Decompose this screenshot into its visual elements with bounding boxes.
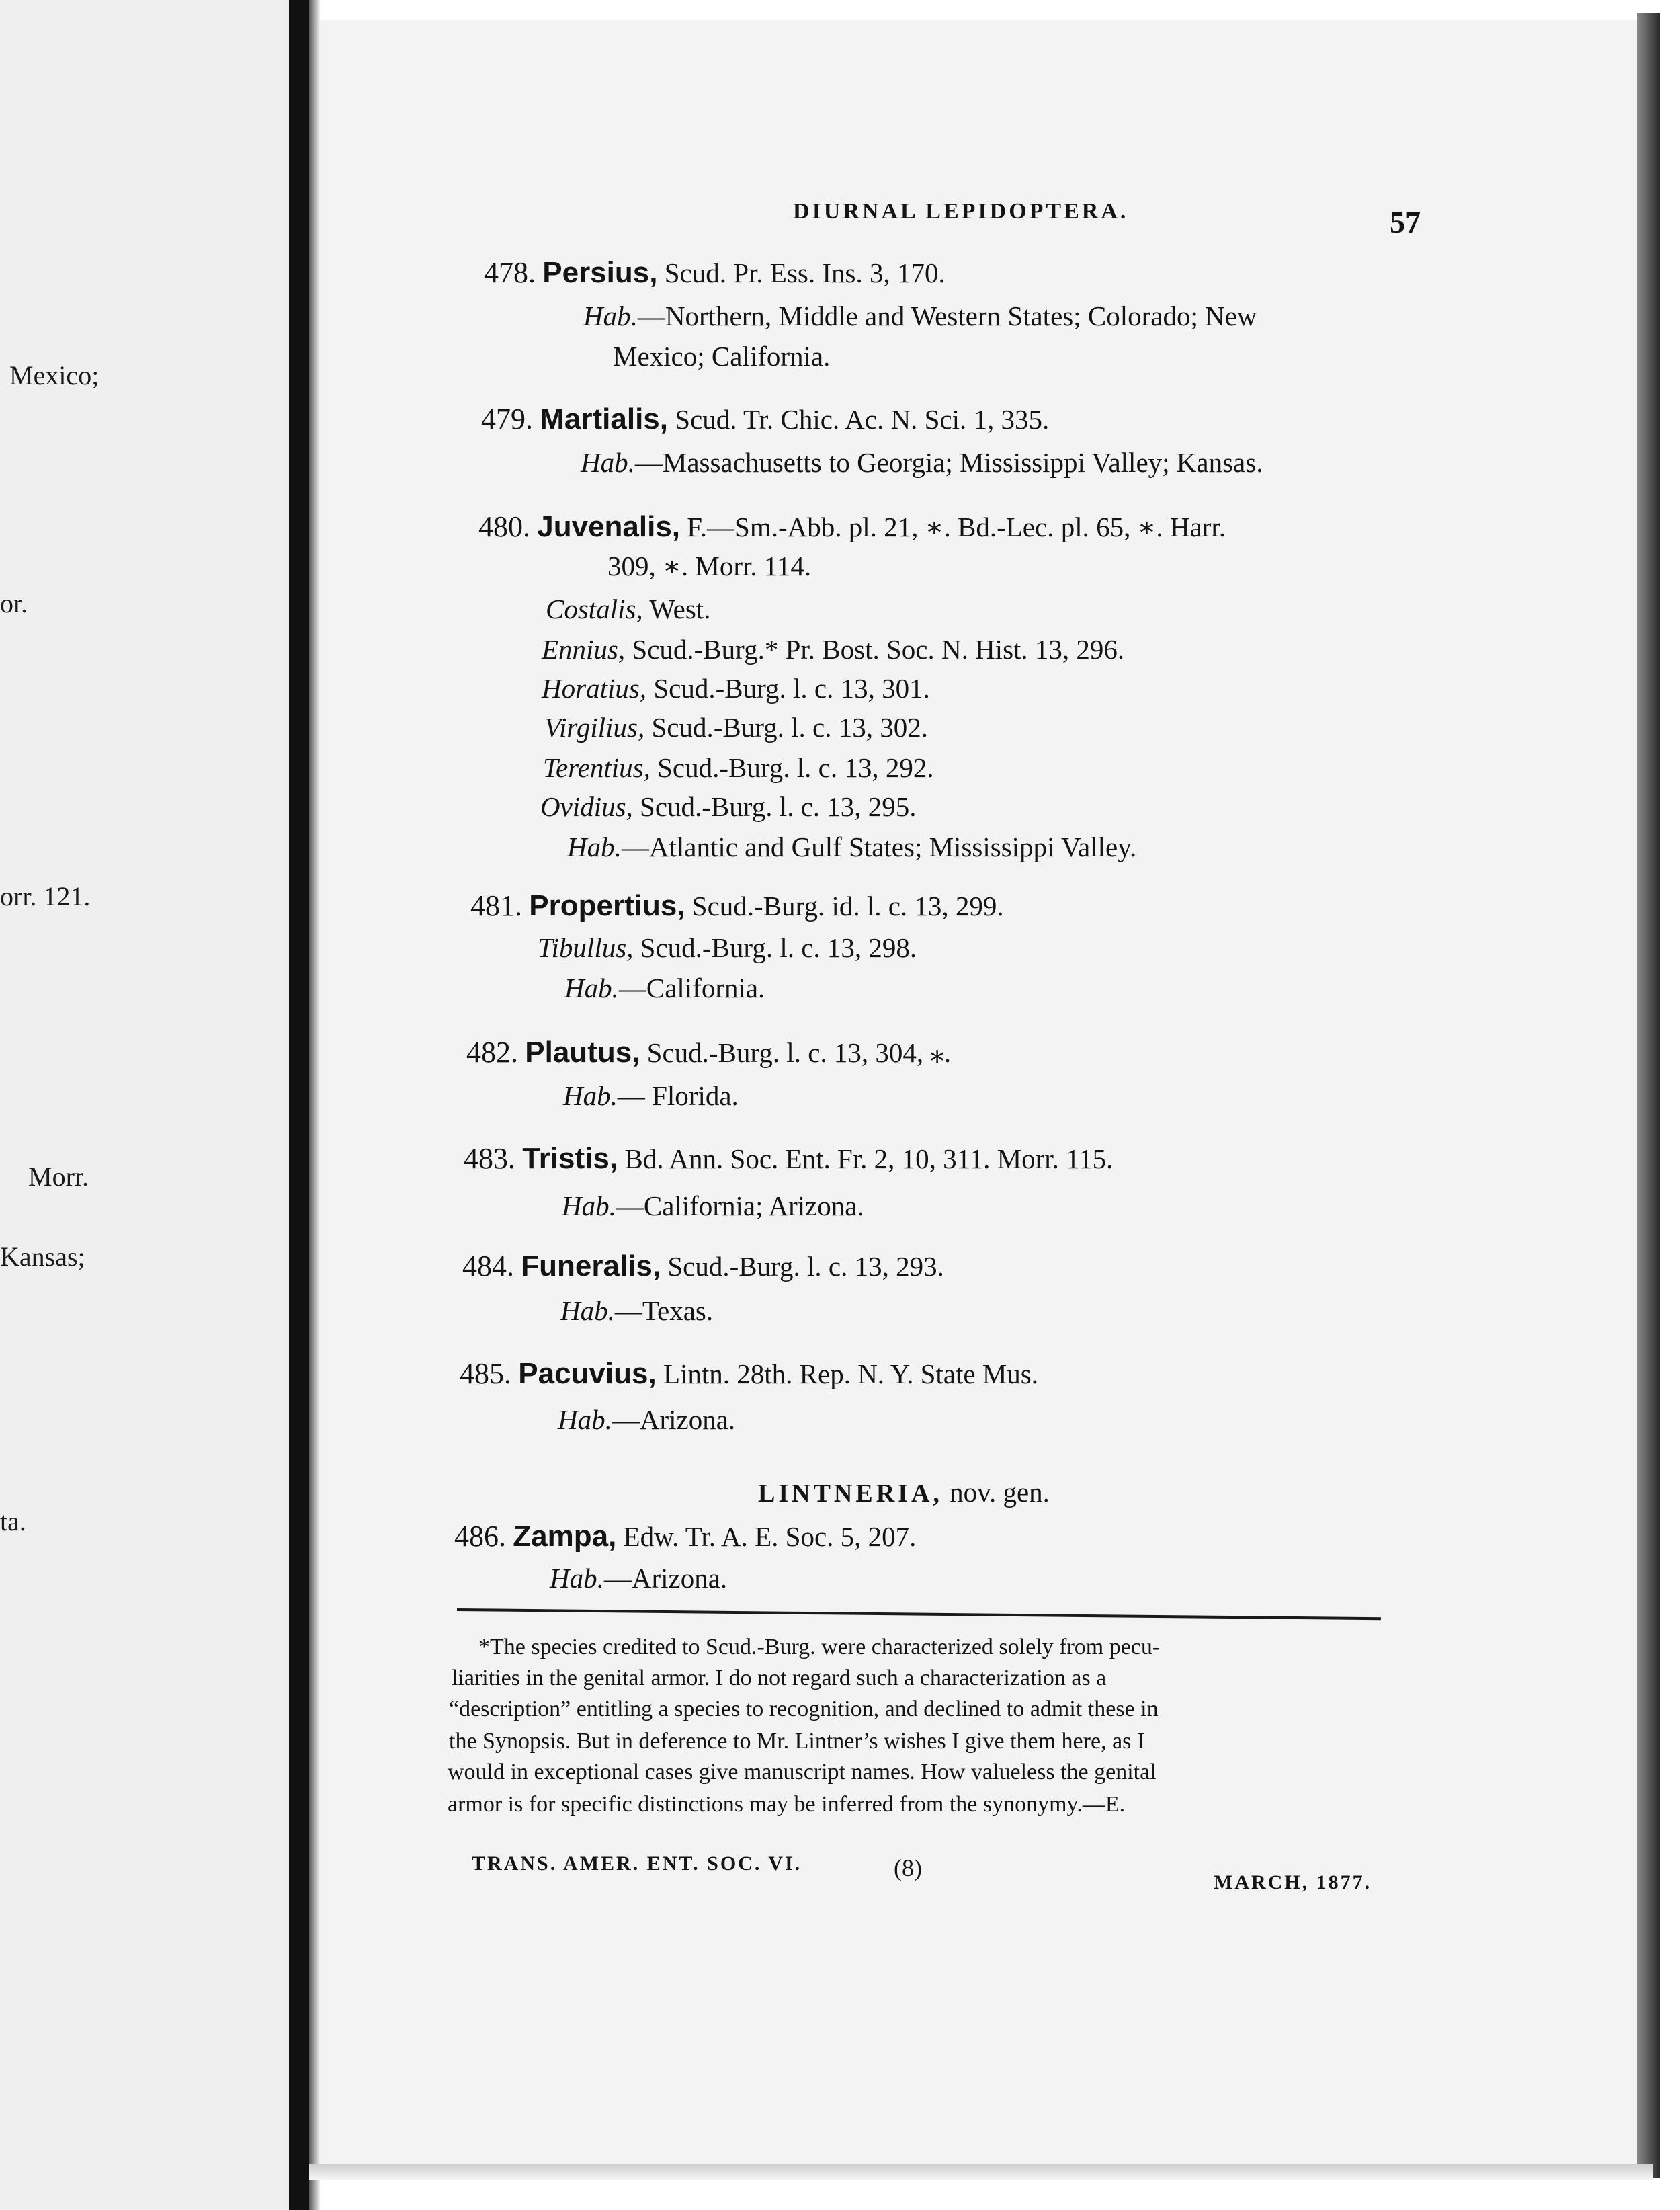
entry-484	[462, 1249, 944, 1283]
footnote-line: *The species credited to Scud.-Burg. were characterized solely from pecu-	[478, 1635, 1161, 1660]
species-name: Martialis,	[540, 403, 668, 436]
margin-right	[1660, 0, 1680, 2210]
entry-478	[484, 255, 946, 290]
reference: Scud. Pr. Ess. Ins. 3, 170.	[664, 257, 946, 288]
synonym-name: Virgilius,	[544, 712, 645, 743]
left-fragment: or.	[0, 588, 28, 618]
entry-number: 485.	[460, 1357, 511, 1390]
entry-number: 478.	[484, 256, 536, 289]
genus-note: nov. gen.	[950, 1477, 1050, 1508]
entry-486	[454, 1519, 916, 1553]
habitat-text: —Atlantic and Gulf States; Mississippi Valley.	[621, 831, 1137, 862]
entry-480	[478, 509, 1226, 544]
footnote-line: would in exceptional cases give manuscript names. How valueless the genital	[448, 1760, 1157, 1785]
habitat	[560, 1295, 713, 1327]
hab-label: Hab.	[581, 447, 635, 478]
left-fragment: ta.	[0, 1506, 26, 1537]
species-name: Plautus,	[525, 1036, 640, 1069]
entry-number: 481.	[470, 889, 522, 922]
habitat	[562, 1190, 864, 1222]
synonym	[540, 790, 917, 823]
synonym-ref: Scud.-Burg. l. c. 13, 302.	[651, 712, 928, 743]
left-fragment: Kansas;	[0, 1241, 85, 1272]
publication-date: MARCH, 1877.	[1214, 1871, 1372, 1893]
habitat	[567, 831, 1136, 863]
left-fragment: Morr.	[28, 1161, 89, 1192]
previous-page-edge	[0, 0, 289, 2210]
genus-name: LINTNERIA,	[758, 1479, 943, 1508]
habitat-text: —Texas.	[614, 1295, 714, 1326]
synonym-name: Terentius,	[543, 752, 650, 783]
synonym	[538, 932, 917, 964]
reference: Scud. Tr. Chic. Ac. N. Sci. 1, 335.	[675, 404, 1050, 435]
entry-number: 484.	[462, 1250, 514, 1282]
species-name: Juvenalis,	[537, 510, 681, 543]
reference: Scud.-Burg. l. c. 13, 293.	[667, 1251, 944, 1282]
hab-label: Hab.	[560, 1295, 615, 1326]
hab-label: Hab.	[567, 831, 622, 862]
reference: Lintn. 28th. Rep. N. Y. State Mus.	[663, 1358, 1039, 1389]
synonym	[542, 633, 1124, 665]
synonym-ref: Scud.-Burg.* Pr. Bost. Soc. N. Hist. 13, 296.	[632, 634, 1125, 665]
habitat-continued: Mexico; California.	[613, 341, 831, 372]
synonym	[546, 593, 710, 625]
hab-label: Hab.	[564, 973, 619, 1004]
habitat-text: —California.	[618, 973, 765, 1004]
footnote-line: “description” entitling a species to recognition, and declined to admit these in	[449, 1696, 1159, 1721]
reference: Edw. Tr. A. E. Soc. 5, 207.	[623, 1521, 917, 1552]
hab-label: Hab.	[558, 1404, 612, 1435]
species-name: Zampa,	[513, 1520, 617, 1553]
synonym-name: Horatius,	[542, 673, 647, 704]
synonym-ref: Scud.-Burg. l. c. 13, 295.	[640, 791, 917, 822]
habitat	[563, 1079, 739, 1112]
habitat	[564, 972, 765, 1004]
footnote-line: armor is for specific distinctions may be inferred from the synonymy.—E.	[448, 1792, 1126, 1817]
species-name: Propertius,	[529, 889, 685, 922]
habitat-text: —Arizona.	[612, 1404, 736, 1435]
left-fragment: Mexico;	[9, 360, 99, 391]
left-fragment: orr. 121.	[0, 881, 91, 911]
gutter-shadow	[309, 0, 320, 2210]
entry-number: 482.	[466, 1036, 518, 1069]
entry-479	[481, 402, 1049, 436]
synonym-ref: West.	[649, 594, 711, 624]
hab-label: Hab.	[563, 1080, 618, 1111]
synonym-name: Costalis,	[546, 594, 643, 624]
entry-481	[470, 889, 1004, 923]
species-name: Funeralis,	[521, 1250, 661, 1282]
synonym	[544, 711, 928, 743]
page-number: 57	[1390, 205, 1421, 239]
reference-continued: 309, ∗. Morr. 114.	[607, 550, 812, 581]
synonym-name: Ovidius,	[540, 791, 633, 822]
habitat-text: — Florida.	[617, 1080, 739, 1111]
reference: F.—Sm.-Abb. pl. 21, ∗. Bd.-Lec. pl. 65, ∗. Harr.	[687, 511, 1226, 542]
entry-number: 479.	[481, 403, 533, 436]
habitat-text: —Arizona.	[603, 1563, 728, 1594]
book-gutter	[289, 0, 309, 2210]
entry-485	[460, 1356, 1038, 1391]
journal-citation: TRANS. AMER. ENT. SOC. VI.	[472, 1852, 802, 1875]
signature-mark: (8)	[894, 1854, 922, 1881]
species-name: Pacuvius,	[518, 1357, 657, 1390]
page-57	[320, 20, 1637, 2171]
entry-number: 483.	[464, 1142, 515, 1175]
reference: Scud.-Burg. id. l. c. 13, 299.	[691, 891, 1004, 922]
hab-label: Hab.	[550, 1563, 604, 1594]
footnote-line: the Synopsis. But in deference to Mr. Lintner’s wishes I give them here, as I	[449, 1729, 1145, 1754]
genus-heading	[758, 1476, 1050, 1508]
synonym-ref: Scud.-Burg. l. c. 13, 292.	[657, 752, 934, 783]
running-title: DIURNAL LEPIDOPTERA.	[793, 199, 1129, 224]
habitat	[558, 1403, 735, 1436]
species-name: Tristis,	[522, 1142, 618, 1175]
hab-label: Hab.	[562, 1190, 616, 1221]
hab-label: Hab.	[583, 300, 638, 331]
entry-482	[466, 1035, 951, 1069]
entry-number: 486.	[454, 1520, 506, 1553]
synonym-ref: Scud.-Burg. l. c. 13, 301.	[653, 673, 930, 704]
synonym-ref: Scud.-Burg. l. c. 13, 298.	[640, 932, 917, 963]
synonym	[543, 751, 934, 784]
reference: Bd. Ann. Soc. Ent. Fr. 2, 10, 311. Morr. 115.	[624, 1143, 1114, 1174]
page-edge-right	[1637, 13, 1660, 2178]
synonym-name: Tibullus,	[538, 932, 634, 963]
species-name: Persius,	[542, 256, 658, 289]
footnote-line: liarities in the genital armor. I do not regard such a characterization as a	[452, 1666, 1107, 1690]
synonym-name: Ennius,	[542, 634, 626, 665]
entry-483	[464, 1141, 1113, 1176]
habitat	[583, 300, 1257, 332]
habitat	[581, 446, 1263, 479]
habitat-text: —California; Arizona.	[616, 1190, 864, 1221]
synonym	[542, 672, 930, 704]
reference: Scud.-Burg. l. c. 13, 304, ⁎.	[646, 1037, 952, 1068]
habitat	[550, 1562, 727, 1594]
entry-number: 480.	[478, 510, 530, 543]
page-edge-bottom	[309, 2164, 1653, 2180]
habitat-text: —Massachusetts to Georgia; Mississippi Valley; Kansas.	[634, 447, 1263, 478]
habitat-text: —Northern, Middle and Western States; Colorado; New	[637, 300, 1257, 331]
